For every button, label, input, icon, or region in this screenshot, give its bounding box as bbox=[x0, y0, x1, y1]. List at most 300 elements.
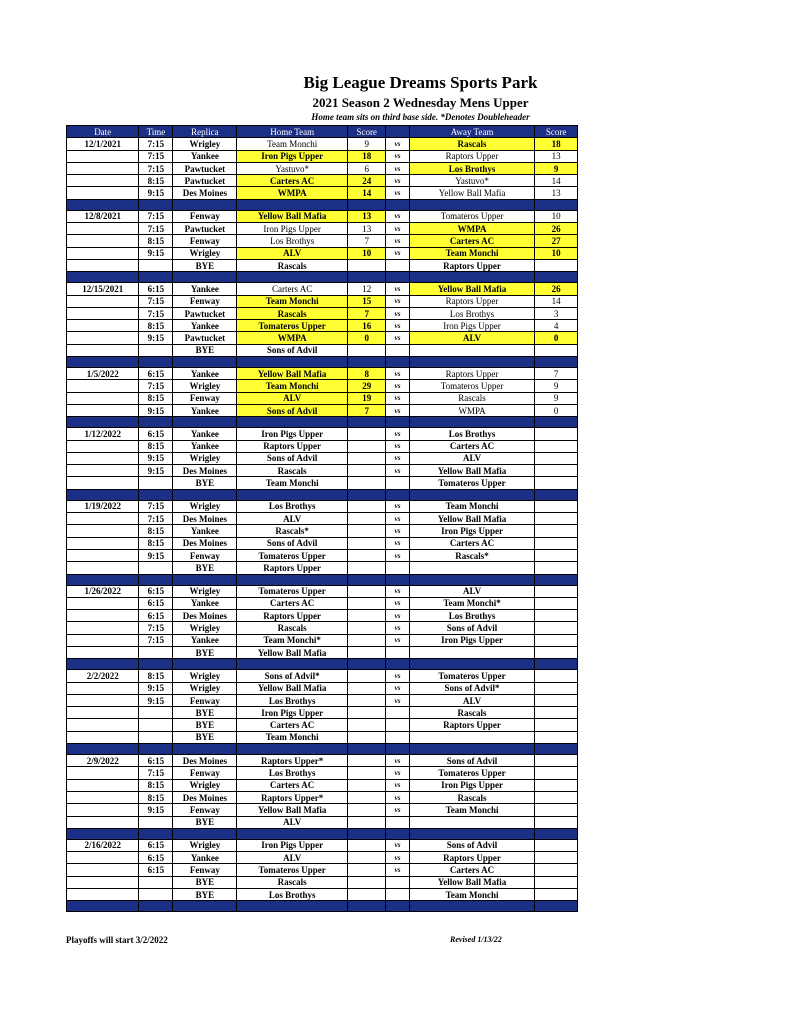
vs-cell: vs bbox=[386, 597, 409, 609]
home-team-cell: Iron Pigs Upper bbox=[237, 839, 348, 851]
bye-row bbox=[67, 646, 578, 658]
date-cell bbox=[67, 513, 139, 525]
home-score-cell: 7 bbox=[348, 235, 386, 247]
replica-cell: Fenway bbox=[173, 864, 237, 876]
date-cell bbox=[67, 562, 139, 574]
home-score-cell: 7 bbox=[348, 307, 386, 319]
away-score-cell: 10 bbox=[535, 210, 578, 222]
replica-cell: Wrigley bbox=[173, 585, 237, 597]
away-score-cell bbox=[535, 465, 578, 477]
week-separator bbox=[67, 199, 578, 210]
date-cell: 2/16/2022 bbox=[67, 839, 139, 851]
replica-cell: BYE bbox=[173, 889, 237, 901]
time-cell: 8:15 bbox=[139, 175, 173, 187]
away-team-cell: Team Monchi bbox=[409, 804, 535, 816]
home-team-cell: ALV bbox=[237, 816, 348, 828]
vs-cell: vs bbox=[386, 368, 409, 380]
date-cell bbox=[67, 380, 139, 392]
bye-row bbox=[67, 816, 578, 828]
home-score-cell bbox=[348, 513, 386, 525]
home-score-cell bbox=[348, 585, 386, 597]
home-team-cell: Yellow Ball Mafia bbox=[237, 682, 348, 694]
away-score-cell: 27 bbox=[535, 235, 578, 247]
home-score-cell: 18 bbox=[348, 150, 386, 162]
home-score-cell bbox=[348, 707, 386, 719]
home-team-cell: ALV bbox=[237, 247, 348, 259]
date-cell bbox=[67, 150, 139, 162]
away-team-cell: WMPA bbox=[409, 404, 535, 416]
replica-cell: Pawtucket bbox=[173, 223, 237, 235]
away-score-cell: 0 bbox=[535, 404, 578, 416]
game-row bbox=[67, 610, 578, 622]
replica-cell: Des Moines bbox=[173, 465, 237, 477]
away-score-cell bbox=[535, 694, 578, 706]
home-team-cell: Tomateros Upper bbox=[237, 864, 348, 876]
date-cell bbox=[67, 804, 139, 816]
home-team-cell: Raptors Upper bbox=[237, 440, 348, 452]
date-cell bbox=[67, 707, 139, 719]
time-cell: 9:15 bbox=[139, 549, 173, 561]
game-row bbox=[67, 404, 578, 416]
date-cell bbox=[67, 440, 139, 452]
vs-cell: vs bbox=[386, 465, 409, 477]
vs-cell: vs bbox=[386, 150, 409, 162]
away-score-cell: 13 bbox=[535, 187, 578, 199]
week-separator bbox=[67, 574, 578, 585]
away-score-cell bbox=[535, 682, 578, 694]
home-team-cell: ALV bbox=[237, 852, 348, 864]
replica-cell: Fenway bbox=[173, 210, 237, 222]
home-team-cell: Rascals* bbox=[237, 525, 348, 537]
time-cell: 9:15 bbox=[139, 452, 173, 464]
replica-cell: Fenway bbox=[173, 235, 237, 247]
replica-cell: Des Moines bbox=[173, 791, 237, 803]
home-score-cell: 10 bbox=[348, 247, 386, 259]
away-score-cell bbox=[535, 500, 578, 512]
away-score-cell bbox=[535, 719, 578, 731]
replica-cell: Des Moines bbox=[173, 187, 237, 199]
away-team-cell: WMPA bbox=[409, 223, 535, 235]
date-cell bbox=[67, 404, 139, 416]
away-team-cell: Raptors Upper bbox=[409, 295, 535, 307]
time-cell: 7:15 bbox=[139, 622, 173, 634]
home-team-cell: Sons of Advil bbox=[237, 344, 348, 356]
home-score-cell bbox=[348, 452, 386, 464]
time-cell: 9:15 bbox=[139, 465, 173, 477]
home-team-cell: Los Brothys bbox=[237, 889, 348, 901]
vs-cell: vs bbox=[386, 537, 409, 549]
home-score-cell bbox=[348, 682, 386, 694]
replica-cell: Fenway bbox=[173, 295, 237, 307]
away-team-cell: Yellow Ball Mafia bbox=[409, 513, 535, 525]
replica-cell: BYE bbox=[173, 646, 237, 658]
home-score-cell bbox=[348, 646, 386, 658]
time-cell bbox=[139, 562, 173, 574]
time-cell: 6:15 bbox=[139, 839, 173, 851]
replica-cell: Fenway bbox=[173, 767, 237, 779]
replica-cell: Pawtucket bbox=[173, 332, 237, 344]
home-score-cell: 12 bbox=[348, 283, 386, 295]
home-team-cell: Tomateros Upper bbox=[237, 320, 348, 332]
away-team-cell: Yellow Ball Mafia bbox=[409, 465, 535, 477]
game-row bbox=[67, 295, 578, 307]
away-team-cell: Los Brothys bbox=[409, 162, 535, 174]
away-score-cell bbox=[535, 634, 578, 646]
game-row bbox=[67, 634, 578, 646]
date-cell bbox=[67, 622, 139, 634]
away-score-cell: 4 bbox=[535, 320, 578, 332]
time-cell: 9:15 bbox=[139, 247, 173, 259]
table-header-row bbox=[67, 126, 578, 138]
replica-cell: Wrigley bbox=[173, 380, 237, 392]
away-score-cell: 26 bbox=[535, 223, 578, 235]
date-cell bbox=[67, 247, 139, 259]
date-cell bbox=[67, 259, 139, 271]
away-team-cell: Raptors Upper bbox=[409, 368, 535, 380]
home-team-cell: Raptors Upper* bbox=[237, 791, 348, 803]
home-score-cell: 15 bbox=[348, 295, 386, 307]
away-team-cell: ALV bbox=[409, 452, 535, 464]
date-cell bbox=[67, 187, 139, 199]
time-cell: 6:15 bbox=[139, 283, 173, 295]
replica-cell: Des Moines bbox=[173, 755, 237, 767]
time-cell: 6:15 bbox=[139, 368, 173, 380]
replica-cell: Fenway bbox=[173, 549, 237, 561]
replica-cell: BYE bbox=[173, 707, 237, 719]
game-row bbox=[67, 187, 578, 199]
time-cell: 9:15 bbox=[139, 187, 173, 199]
game-row bbox=[67, 332, 578, 344]
away-team-cell: ALV bbox=[409, 694, 535, 706]
replica-cell: Wrigley bbox=[173, 779, 237, 791]
game-row bbox=[67, 150, 578, 162]
home-team-cell: Los Brothys bbox=[237, 694, 348, 706]
replica-cell: Wrigley bbox=[173, 622, 237, 634]
game-row bbox=[67, 852, 578, 864]
time-cell bbox=[139, 816, 173, 828]
replica-cell: Des Moines bbox=[173, 513, 237, 525]
date-cell bbox=[67, 597, 139, 609]
bye-row bbox=[67, 344, 578, 356]
home-team-cell: Rascals bbox=[237, 465, 348, 477]
date-cell bbox=[67, 320, 139, 332]
vs-cell: vs bbox=[386, 804, 409, 816]
bye-row bbox=[67, 259, 578, 271]
col-header-vs bbox=[386, 126, 409, 138]
date-cell bbox=[67, 175, 139, 187]
vs-cell: vs bbox=[386, 307, 409, 319]
home-team-cell: Yastuvo* bbox=[237, 162, 348, 174]
vs-cell: vs bbox=[386, 223, 409, 235]
home-score-cell bbox=[348, 755, 386, 767]
vs-cell bbox=[386, 344, 409, 356]
time-cell: 8:15 bbox=[139, 320, 173, 332]
date-cell bbox=[67, 767, 139, 779]
home-score-cell bbox=[348, 889, 386, 901]
col-header-date: Date bbox=[67, 126, 139, 138]
home-team-cell: Los Brothys bbox=[237, 767, 348, 779]
away-team-cell: Los Brothys bbox=[409, 428, 535, 440]
vs-cell bbox=[386, 646, 409, 658]
time-cell: 7:15 bbox=[139, 150, 173, 162]
home-score-cell bbox=[348, 562, 386, 574]
game-row bbox=[67, 694, 578, 706]
away-team-cell: Sons of Advil* bbox=[409, 682, 535, 694]
time-cell: 8:15 bbox=[139, 525, 173, 537]
away-score-cell: 26 bbox=[535, 283, 578, 295]
game-row bbox=[67, 320, 578, 332]
away-score-cell bbox=[535, 755, 578, 767]
time-cell: 9:15 bbox=[139, 694, 173, 706]
away-team-cell: Carters AC bbox=[409, 235, 535, 247]
replica-cell: Yankee bbox=[173, 283, 237, 295]
col-header-time: Time bbox=[139, 126, 173, 138]
away-team-cell: Tomateros Upper bbox=[409, 767, 535, 779]
date-cell bbox=[67, 864, 139, 876]
home-score-cell: 16 bbox=[348, 320, 386, 332]
replica-cell: BYE bbox=[173, 876, 237, 888]
replica-cell: Yankee bbox=[173, 404, 237, 416]
home-team-cell: Team Monchi bbox=[237, 731, 348, 743]
home-score-cell bbox=[348, 816, 386, 828]
replica-cell: Wrigley bbox=[173, 138, 237, 150]
game-row bbox=[67, 368, 578, 380]
time-cell: 9:15 bbox=[139, 804, 173, 816]
time-cell: 7:15 bbox=[139, 380, 173, 392]
game-row bbox=[67, 682, 578, 694]
home-team-cell: ALV bbox=[237, 513, 348, 525]
replica-cell: BYE bbox=[173, 259, 237, 271]
away-team-cell bbox=[409, 731, 535, 743]
away-team-cell: Carters AC bbox=[409, 537, 535, 549]
vs-cell: vs bbox=[386, 295, 409, 307]
time-cell: 9:15 bbox=[139, 332, 173, 344]
away-score-cell bbox=[535, 452, 578, 464]
away-score-cell bbox=[535, 767, 578, 779]
away-team-cell: Team Monchi* bbox=[409, 597, 535, 609]
replica-cell: Yankee bbox=[173, 150, 237, 162]
vs-cell bbox=[386, 876, 409, 888]
away-score-cell bbox=[535, 549, 578, 561]
time-cell: 7:15 bbox=[139, 767, 173, 779]
away-team-cell: Sons of Advil bbox=[409, 755, 535, 767]
bye-row bbox=[67, 477, 578, 489]
away-team-cell: Iron Pigs Upper bbox=[409, 634, 535, 646]
away-team-cell: Raptors Upper bbox=[409, 852, 535, 864]
away-team-cell: Sons of Advil bbox=[409, 622, 535, 634]
home-team-note: Home team sits on third base side. *Denotes Doubleheader bbox=[311, 112, 530, 122]
away-score-cell bbox=[535, 597, 578, 609]
home-team-cell: Tomateros Upper bbox=[237, 549, 348, 561]
away-score-cell bbox=[535, 839, 578, 851]
home-team-cell: Team Monchi bbox=[237, 477, 348, 489]
date-cell bbox=[67, 235, 139, 247]
replica-cell: Des Moines bbox=[173, 610, 237, 622]
away-score-cell: 18 bbox=[535, 138, 578, 150]
home-team-cell: WMPA bbox=[237, 332, 348, 344]
time-cell: 8:15 bbox=[139, 440, 173, 452]
away-score-cell bbox=[535, 622, 578, 634]
replica-cell: BYE bbox=[173, 344, 237, 356]
home-team-cell: Sons of Advil* bbox=[237, 670, 348, 682]
replica-cell: Wrigley bbox=[173, 839, 237, 851]
away-team-cell: Team Monchi bbox=[409, 889, 535, 901]
home-score-cell bbox=[348, 791, 386, 803]
time-cell: 6:15 bbox=[139, 585, 173, 597]
schedule-table bbox=[66, 125, 578, 912]
home-score-cell: 13 bbox=[348, 210, 386, 222]
home-team-cell: Los Brothys bbox=[237, 235, 348, 247]
bye-row bbox=[67, 889, 578, 901]
time-cell: 8:15 bbox=[139, 779, 173, 791]
replica-cell: Yankee bbox=[173, 428, 237, 440]
date-cell bbox=[67, 610, 139, 622]
vs-cell: vs bbox=[386, 694, 409, 706]
time-cell: 9:15 bbox=[139, 682, 173, 694]
away-team-cell: Tomateros Upper bbox=[409, 670, 535, 682]
time-cell: 7:15 bbox=[139, 500, 173, 512]
vs-cell bbox=[386, 816, 409, 828]
home-team-cell: WMPA bbox=[237, 187, 348, 199]
replica-cell: Pawtucket bbox=[173, 175, 237, 187]
replica-cell: Wrigley bbox=[173, 247, 237, 259]
home-team-cell: Yellow Ball Mafia bbox=[237, 368, 348, 380]
home-score-cell bbox=[348, 610, 386, 622]
away-team-cell: Rascals* bbox=[409, 549, 535, 561]
home-score-cell bbox=[348, 852, 386, 864]
vs-cell: vs bbox=[386, 682, 409, 694]
date-cell: 2/2/2022 bbox=[67, 670, 139, 682]
date-cell bbox=[67, 549, 139, 561]
away-score-cell bbox=[535, 707, 578, 719]
away-score-cell bbox=[535, 864, 578, 876]
time-cell: 7:15 bbox=[139, 307, 173, 319]
away-team-cell: Rascals bbox=[409, 707, 535, 719]
game-row bbox=[67, 500, 578, 512]
home-score-cell: 6 bbox=[348, 162, 386, 174]
replica-cell: BYE bbox=[173, 731, 237, 743]
home-team-cell: Yellow Ball Mafia bbox=[237, 646, 348, 658]
bye-row bbox=[67, 719, 578, 731]
away-team-cell bbox=[409, 562, 535, 574]
home-score-cell bbox=[348, 634, 386, 646]
game-row bbox=[67, 162, 578, 174]
time-cell: 6:15 bbox=[139, 755, 173, 767]
vs-cell: vs bbox=[386, 585, 409, 597]
date-cell bbox=[67, 344, 139, 356]
replica-cell: BYE bbox=[173, 816, 237, 828]
playoffs-note: Playoffs will start 3/2/2022 bbox=[66, 935, 168, 945]
vs-cell: vs bbox=[386, 755, 409, 767]
away-score-cell bbox=[535, 562, 578, 574]
away-team-cell: Tomateros Upper bbox=[409, 380, 535, 392]
vs-cell: vs bbox=[386, 622, 409, 634]
vs-cell: vs bbox=[386, 634, 409, 646]
replica-cell: BYE bbox=[173, 477, 237, 489]
vs-cell: vs bbox=[386, 670, 409, 682]
away-score-cell bbox=[535, 779, 578, 791]
date-cell bbox=[67, 816, 139, 828]
vs-cell bbox=[386, 477, 409, 489]
home-score-cell: 7 bbox=[348, 404, 386, 416]
date-cell: 1/5/2022 bbox=[67, 368, 139, 380]
game-row bbox=[67, 247, 578, 259]
game-row bbox=[67, 223, 578, 235]
replica-cell: Wrigley bbox=[173, 452, 237, 464]
vs-cell: vs bbox=[386, 852, 409, 864]
time-cell: 8:15 bbox=[139, 537, 173, 549]
date-cell: 12/8/2021 bbox=[67, 210, 139, 222]
time-cell: 7:15 bbox=[139, 138, 173, 150]
away-team-cell: Carters AC bbox=[409, 440, 535, 452]
col-header-away-team: Away Team bbox=[409, 126, 535, 138]
away-score-cell: 3 bbox=[535, 307, 578, 319]
home-score-cell bbox=[348, 477, 386, 489]
replica-cell: Wrigley bbox=[173, 682, 237, 694]
time-cell bbox=[139, 889, 173, 901]
away-team-cell: Carters AC bbox=[409, 864, 535, 876]
replica-cell: Fenway bbox=[173, 804, 237, 816]
vs-cell: vs bbox=[386, 779, 409, 791]
time-cell: 6:15 bbox=[139, 864, 173, 876]
schedule-body bbox=[67, 138, 578, 912]
home-score-cell bbox=[348, 779, 386, 791]
home-score-cell bbox=[348, 428, 386, 440]
home-team-cell: Carters AC bbox=[237, 597, 348, 609]
date-cell bbox=[67, 791, 139, 803]
bye-row bbox=[67, 876, 578, 888]
time-cell: 6:15 bbox=[139, 428, 173, 440]
vs-cell: vs bbox=[386, 320, 409, 332]
date-cell bbox=[67, 779, 139, 791]
date-cell bbox=[67, 682, 139, 694]
home-score-cell bbox=[348, 500, 386, 512]
game-row bbox=[67, 452, 578, 464]
date-cell bbox=[67, 162, 139, 174]
vs-cell: vs bbox=[386, 513, 409, 525]
game-row bbox=[67, 513, 578, 525]
home-team-cell: Carters AC bbox=[237, 175, 348, 187]
away-team-cell: ALV bbox=[409, 585, 535, 597]
away-team-cell: ALV bbox=[409, 332, 535, 344]
away-team-cell: Iron Pigs Upper bbox=[409, 779, 535, 791]
away-team-cell: Tomateros Upper bbox=[409, 477, 535, 489]
away-score-cell bbox=[535, 428, 578, 440]
week-separator bbox=[67, 744, 578, 755]
home-score-cell: 13 bbox=[348, 223, 386, 235]
vs-cell: vs bbox=[386, 440, 409, 452]
away-score-cell bbox=[535, 440, 578, 452]
time-cell: 7:15 bbox=[139, 295, 173, 307]
away-score-cell bbox=[535, 852, 578, 864]
away-team-cell: Los Brothys bbox=[409, 307, 535, 319]
vs-cell: vs bbox=[386, 162, 409, 174]
home-score-cell bbox=[348, 259, 386, 271]
away-team-cell: Tomateros Upper bbox=[409, 210, 535, 222]
vs-cell: vs bbox=[386, 525, 409, 537]
home-team-cell: Carters AC bbox=[237, 719, 348, 731]
time-cell: 8:15 bbox=[139, 235, 173, 247]
vs-cell bbox=[386, 731, 409, 743]
away-score-cell: 9 bbox=[535, 380, 578, 392]
away-team-cell bbox=[409, 646, 535, 658]
game-row bbox=[67, 428, 578, 440]
replica-cell: Yankee bbox=[173, 634, 237, 646]
home-team-cell: Rascals bbox=[237, 259, 348, 271]
home-team-cell: Raptors Upper bbox=[237, 562, 348, 574]
home-team-cell: Team Monchi* bbox=[237, 634, 348, 646]
vs-cell: vs bbox=[386, 500, 409, 512]
